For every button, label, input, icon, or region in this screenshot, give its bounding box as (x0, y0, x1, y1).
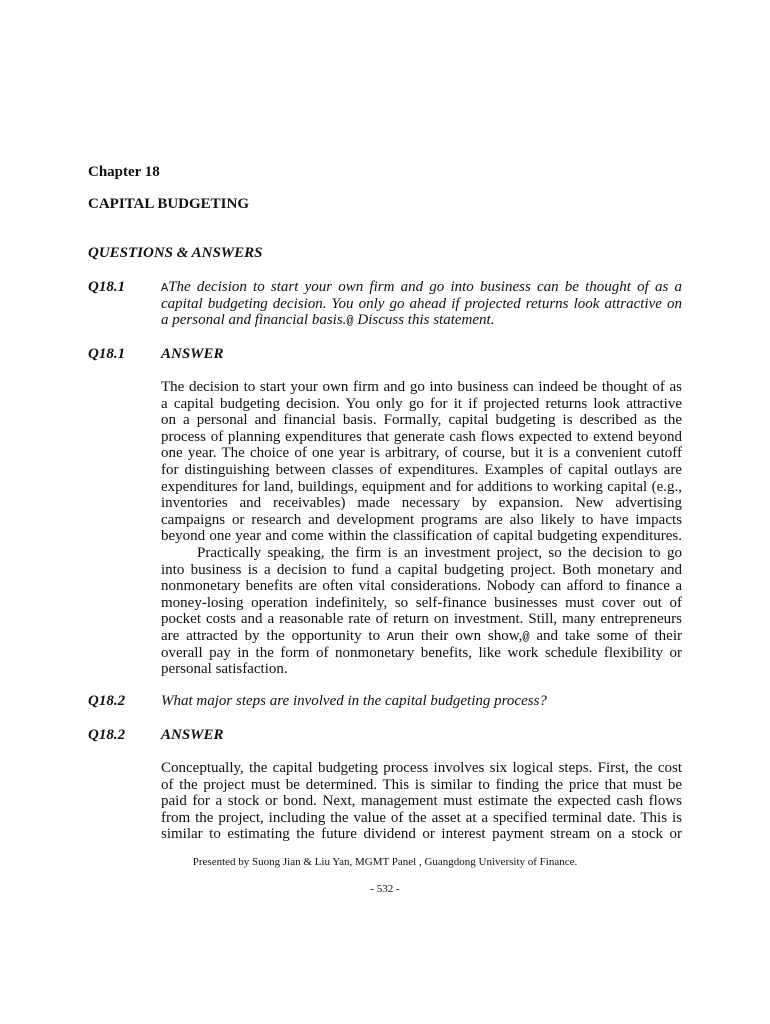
answer-line: money-losing operation indefinitely, so self-finance businesses must cover out of (161, 594, 682, 611)
answer-body (161, 760, 682, 843)
answer-heading: ANSWER (161, 727, 224, 743)
answer-line: paid for a stock or bond. Next, management must estimate the expected cash flows (161, 793, 682, 810)
answer-line: beyond one year and come within the classification of capital budgeting expenditures. (161, 528, 682, 545)
answer-line: on a personal and financial basis. Formally, capital budgeting is described as the (161, 412, 682, 429)
answer-label: Q18.2 (88, 727, 126, 743)
question-line: capital budgeting decision. You only go ahead if projected returns look attractive on (161, 295, 682, 312)
answer-body (161, 379, 682, 678)
answer-line (161, 628, 682, 645)
chapter-title: CAPITAL BUDGETING (88, 196, 250, 212)
answer-line: inventories and receivables) made necessary by expansion. New advertising (161, 495, 682, 512)
answer-line: personal satisfaction. (161, 661, 288, 678)
section-heading: QUESTIONS & ANSWERS (88, 245, 263, 261)
answer-line: for distinguishing between classes of expenditures. Examples of capital outlays are (161, 461, 682, 478)
question-line: a personal and financial basis. (161, 312, 347, 329)
answer-line: into business is a decision to fund a capital budgeting project. Both monetary and (161, 561, 682, 578)
answer-line: nonmonetary benefits are often vital considerations. Nobody can afford to finance a (161, 578, 682, 595)
answer-line: Conceptually, the capital budgeting process involves six logical steps. First, the cost (161, 760, 682, 776)
answer-line: one year. The choice of one year is arbitrary, of course, but it is a convenient cutoff (161, 445, 682, 462)
answer-line: similar to estimating the future dividend or interest payment stream on a stock or (161, 826, 682, 843)
question-label: Q18.1 (88, 279, 126, 295)
footer-credit: Presented by Suong Jian & Liu Yan, MGMT Panel , Guangdong University of Finance. (192, 856, 578, 868)
answer-label: Q18.1 (88, 346, 126, 362)
question-line: The decision to start your own firm and go into business can be thought of as a (168, 279, 682, 295)
page-number: - 532 - (370, 883, 400, 895)
question-tail: Discuss this statement. (353, 312, 495, 329)
answer-heading: ANSWER (161, 346, 224, 362)
text-run: run their own show, (394, 627, 523, 644)
question-label: Q18.2 (88, 693, 126, 709)
answer-line: expenditures for land, buildings, equipment and for additions to working capital (e.g., (161, 478, 682, 495)
answer-line: from the project, including the value of the asset at a specified terminal date. This is (161, 809, 682, 826)
answer-line: overall pay in the form of nonmonetary benefits, like work schedule flexibility or (161, 644, 682, 661)
answer-line: process of planning expenditures that generate cash flows expected to extend beyond (161, 428, 682, 445)
open-quote-glyph: A (161, 281, 169, 295)
question-text: What major steps are involved in the capital budgeting process? (161, 693, 547, 709)
text-run: are attracted by the opportunity to (161, 627, 387, 644)
close-quote-glyph: @ (522, 629, 530, 644)
open-quote-glyph: A (386, 629, 395, 644)
answer-line: The decision to start your own firm and go into business can indeed be thought of as (161, 379, 682, 395)
text-run: and take some of their (529, 627, 682, 644)
answer-line: pocket costs and a reasonable rate of return on investment. Still, many entrepreneurs (161, 611, 682, 628)
answer-line: a capital budgeting decision. You only go for it if projected returns look attractive (161, 395, 682, 412)
question-text (161, 279, 682, 329)
close-quote-glyph: @ (346, 314, 354, 329)
answer-line: of the project must be determined. This is similar to finding the price that must be (161, 776, 682, 793)
chapter-number: Chapter 18 (88, 164, 160, 180)
answer-line: campaigns or research and development programs are also likely to have impacts (161, 511, 682, 528)
answer-line: Practically speaking, the firm is an investment project, so the decision to go (197, 544, 682, 561)
